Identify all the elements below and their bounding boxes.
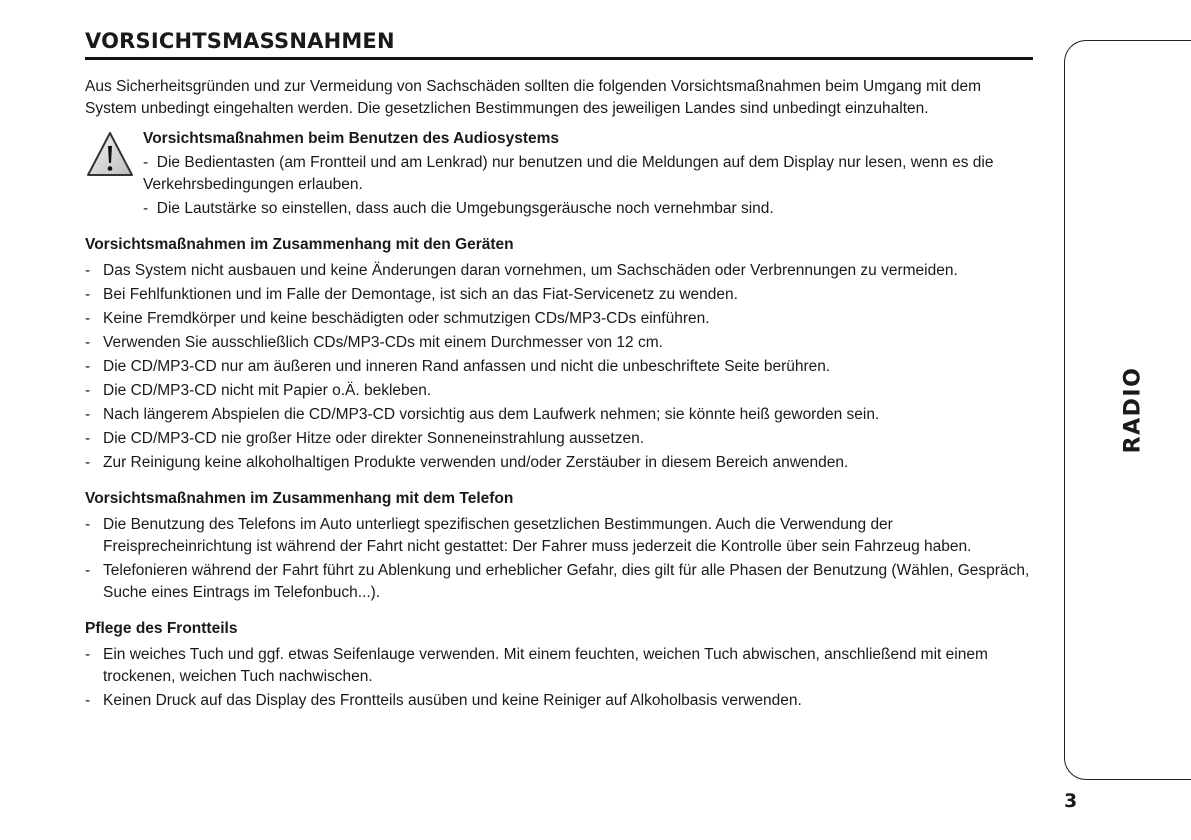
list-item-text: Die Benutzung des Telefons im Auto unterliegt spezifischen gesetzlichen Bestimmungen. Auch die Verwendung der Freisprecheinrichtung ist während der Fahrt nicht gestattet: Der Fahrer muss jederzeit die Kontrolle über sein Fahrzeug haben.: [103, 516, 972, 555]
devices-list: [85, 260, 1033, 474]
bullet-mark: -: [85, 454, 91, 471]
list-item-text: Bei Fehlfunktionen und im Falle der Demontage, ist sich an das Fiat-Servicenetz zu wenden.: [103, 286, 738, 303]
bullet-mark: -: [85, 646, 91, 663]
list-item-text: Zur Reinigung keine alkoholhaltigen Produkte verwenden und/oder Zerstäuber in diesem Bereich anwenden.: [103, 454, 849, 471]
section-heading-devices: Vorsichtsmaßnahmen im Zusammenhang mit den Geräten: [85, 236, 514, 253]
list-item-text: Die CD/MP3-CD nicht mit Papier o.Ä. bekleben.: [103, 382, 432, 399]
bullet-mark: -: [85, 382, 91, 399]
list-item: [85, 428, 1033, 450]
bullet-mark: -: [85, 562, 91, 579]
bullet-mark: -: [85, 310, 91, 327]
bullet-mark: -: [85, 262, 91, 279]
bullet-mark: -: [85, 692, 91, 709]
list-item-text: Nach längerem Abspielen die CD/MP3-CD vorsichtig aus dem Laufwerk nehmen; sie könnte heiß geworden sein.: [103, 406, 880, 423]
warning-box: [85, 128, 1033, 220]
list-item: [85, 332, 1033, 354]
warning-item-text: Die Bedientasten (am Frontteil und am Lenkrad) nur benutzen und die Meldungen auf dem Display nur lesen, wenn es die Verkehrsbedingungen erlauben.: [143, 154, 994, 193]
chapter-tab-label: RADIO: [1120, 366, 1146, 454]
list-item: [85, 284, 1033, 306]
intro-paragraph: Aus Sicherheitsgründen und zur Vermeidung von Sachschäden sollten die folgenden Vorsichtsmaßnahmen beim Umgang mit dem System unbedingt eingehalten werden. Die gesetzlichen Bestimmungen des jeweiligen Landes sind unbedingt einzuhalten.: [85, 78, 982, 117]
bullet-mark: -: [85, 406, 91, 423]
list-item-text: Keine Fremdkörper und keine beschädigten oder schmutzigen CDs/MP3-CDs einführen.: [103, 310, 710, 327]
list-item: [85, 308, 1033, 330]
list-item: [85, 560, 1033, 604]
bullet-mark: -: [143, 154, 149, 171]
phone-list: [85, 514, 1033, 604]
warning-triangle-icon: [85, 130, 135, 180]
list-item-text: Das System nicht ausbauen und keine Änderungen daran vornehmen, um Sachschäden oder Verbrennungen zu vermeiden.: [103, 262, 958, 279]
list-item-text: Keinen Druck auf das Display des Frontteils ausüben und keine Reiniger auf Alkoholbasis verwenden.: [103, 692, 802, 709]
section-heading-phone: Vorsichtsmaßnahmen im Zusammenhang mit dem Telefon: [85, 490, 514, 507]
page-content: [85, 28, 1033, 714]
page-number: 3: [1064, 790, 1078, 812]
list-item-text: Die CD/MP3-CD nur am äußeren und inneren Rand anfassen und nicht die unbeschriftete Seite berühren.: [103, 358, 831, 375]
bullet-mark: -: [85, 516, 91, 533]
bullet-mark: -: [85, 286, 91, 303]
list-item-text: Ein weiches Tuch und ggf. etwas Seifenlauge verwenden. Mit einem feuchten, weichen Tuch abwischen, anschließend mit einem trockenen, weichen Tuch nachwischen.: [103, 646, 988, 685]
list-item-text: Telefonieren während der Fahrt führt zu Ablenkung und erheblicher Gefahr, dies gilt für alle Phasen der Benutzung (Wählen, Gespräch, Suche eines Eintrags im Telefonbuch...).: [103, 562, 1030, 601]
page-title: VORSICHTSMASSNAHMEN: [85, 28, 1033, 60]
section-heading-care: Pflege des Frontteils: [85, 620, 238, 637]
warning-item-text: Die Lautstärke so einstellen, dass auch die Umgebungsgeräusche noch vernehmbar sind.: [156, 200, 774, 217]
list-item: [85, 644, 1033, 688]
list-item-text: Verwenden Sie ausschließlich CDs/MP3-CDs mit einem Durchmesser von 12 cm.: [103, 334, 663, 351]
list-item: [85, 514, 1033, 558]
bullet-mark: -: [85, 430, 91, 447]
warning-list: [143, 152, 1033, 220]
care-list: [85, 644, 1033, 712]
bullet-mark: -: [143, 200, 149, 217]
warning-title: Vorsichtsmaßnahmen beim Benutzen des Audiosystems: [143, 130, 560, 147]
bullet-mark: -: [85, 334, 91, 351]
list-item: [85, 380, 1033, 402]
bullet-mark: -: [85, 358, 91, 375]
warning-item: [143, 198, 1033, 220]
list-item: [85, 356, 1033, 378]
list-item: [85, 404, 1033, 426]
list-item: [85, 452, 1033, 474]
list-item: [85, 260, 1033, 282]
list-item: [85, 690, 1033, 712]
list-item-text: Die CD/MP3-CD nie großer Hitze oder direkter Sonneneinstrahlung aussetzen.: [103, 430, 645, 447]
warning-item: [143, 152, 1033, 196]
